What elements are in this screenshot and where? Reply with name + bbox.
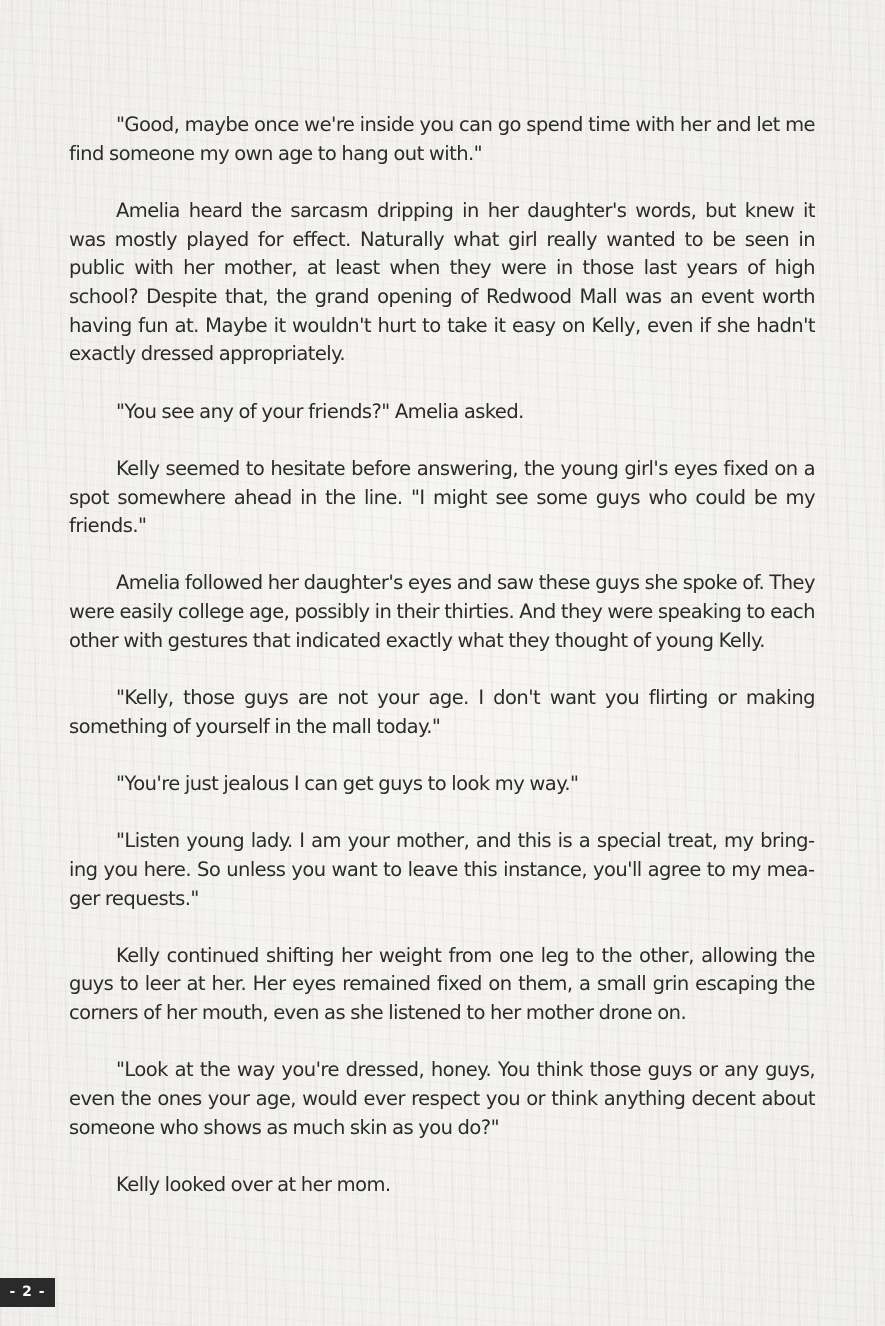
page-number: - 2 - [0, 1278, 55, 1307]
paragraph: "Good, maybe once we're inside you can go spend time with her and let me find someone my own age to hang out with." [69, 113, 815, 165]
paragraph: "You see any of your friends?" Amelia asked. [116, 399, 524, 423]
paragraph: "Listen young lady. I am your mother, and this is a special treat, my bringing you here. So unless you want to leave this instance, you'll agree to my meager requests." [69, 829, 815, 910]
paragraph: Kelly looked over at her mom. [116, 1172, 391, 1196]
paragraph: Kelly seemed to hesitate before answering, the young girl's eyes fixed on a spot somewhere ahead in the line. "I might see some guys who could be my friends." [69, 456, 815, 538]
paragraph: "Look at the way you're dressed, honey. You think those guys or any guys, even the ones your age, would ever respect you or think anything decent about someone who shows as much skin as you do?" [69, 1058, 815, 1139]
page-body [69, 111, 815, 1228]
paragraph: Amelia followed her daughter's eyes and saw these guys she spoke of. They were easily college age, possibly in their thirties. And they were speaking to each other with gestures that indicated exactly what they thought of young Kelly. [69, 571, 815, 652]
paragraph: "Kelly, those guys are not your age. I don't want you flirting or making something of yourself in the mall today." [69, 686, 815, 738]
paragraph: Kelly continued shifting her weight from one leg to the other, allowing the guys to leer at her. Her eyes remained fixed on them, a small grin escaping the corners of her mouth, even as she listened to her mother drone on. [69, 943, 815, 1025]
paragraph: "You're just jealous I can get guys to look my way." [116, 771, 579, 795]
paragraph: Amelia heard the sarcasm dripping in her daughter's words, but knew it was mostly played for effect. Naturally what girl really wanted to be seen in public with her mother, at least when they were in those last years of high school? Despite that, the grand opening of Redwood Mall was an event worth having fun at. Maybe it wouldn't hurt to take it easy on Kelly, even if she hadn't exactly dressed appropriately. [69, 198, 815, 366]
